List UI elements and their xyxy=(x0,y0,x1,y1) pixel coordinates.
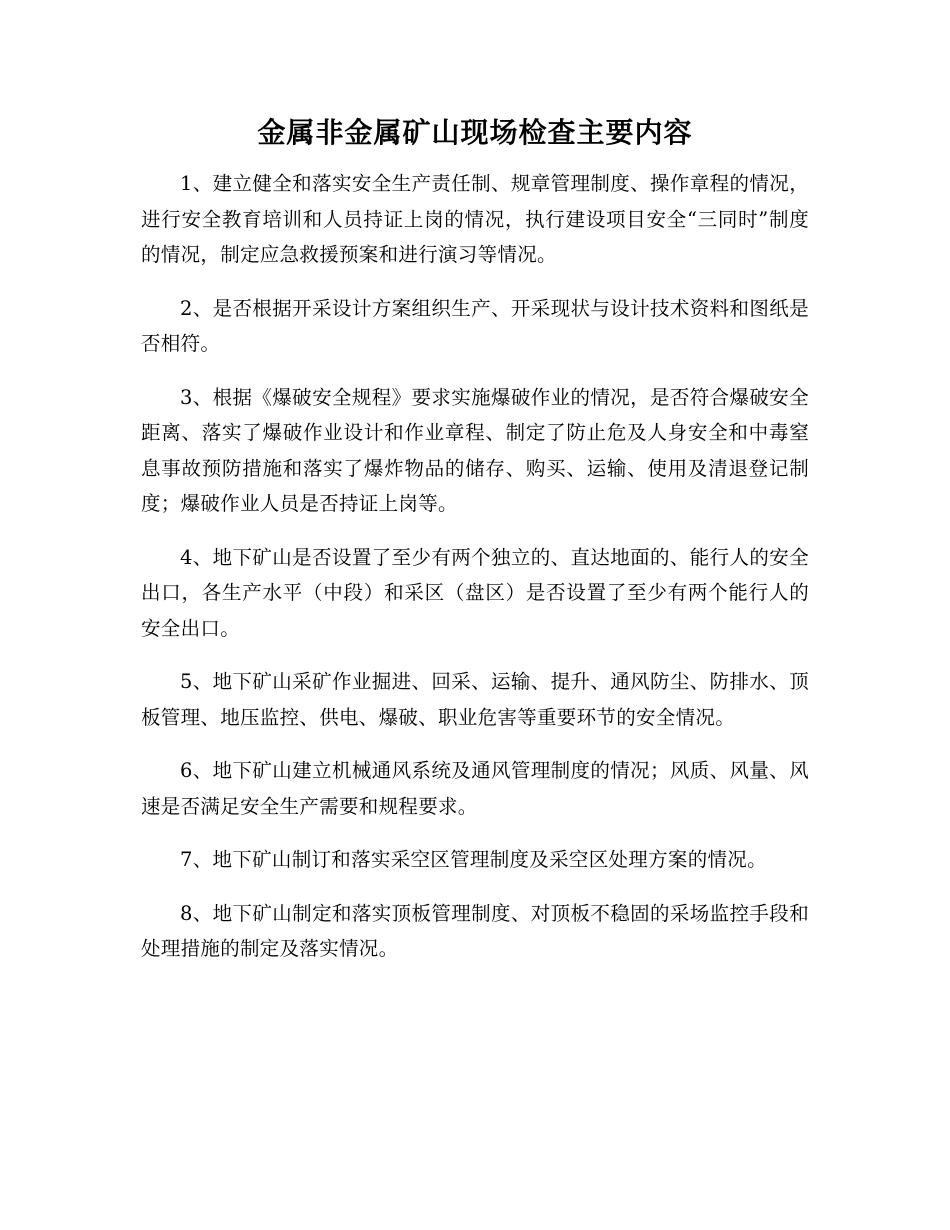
paragraph-7: 7、地下矿山制订和落实采空区管理制度及采空区处理方案的情况。 xyxy=(180,848,767,871)
paragraph-1: 1、建立健全和落实安全生产责任制、规章管理制度、操作章程的情况，进行安全教育培训和人员持证上岗的情况，执行建设项目安全“三同时”制度的情况，制定应急救援预案和进行演习等情况。 xyxy=(141,172,809,266)
paragraph-5: 5、地下矿山采矿作业掘进、回采、运输、提升、通风防尘、防排水、顶板管理、地压监控、供电、爆破、职业危害等重要环节的安全情况。 xyxy=(141,670,809,729)
paragraph-3: 3、根据《爆破安全规程》要求实施爆破作业的情况，是否符合爆破安全距离、落实了爆破作业设计和作业章程、制定了防止危及人身安全和中毒窒息事故预防措施和落实了爆炸物品的储存、购买、运输、使用及清退登记制度；爆破作业人员是否持证上岗等。 xyxy=(141,385,809,515)
document-title: 金属非金属矿山现场检查主要内容 xyxy=(257,116,693,149)
paragraph-4: 4、地下矿山是否设置了至少有两个独立的、直达地面的、能行人的安全出口，各生产水平（中段）和采区（盘区）是否设置了至少有两个能行人的安全出口。 xyxy=(141,545,809,640)
document-body xyxy=(141,166,809,985)
paragraph-8: 8、地下矿山制定和落实顶板管理制度、对顶板不稳固的采场监控手段和处理措施的制定及落实情况。 xyxy=(141,901,809,960)
paragraph-2: 2、是否根据开采设计方案组织生产、开采现状与设计技术资料和图纸是否相符。 xyxy=(141,296,809,355)
paragraph-6: 6、地下矿山建立机械通风系统及通风管理制度的情况；风质、风量、风速是否满足安全生产需要和规程要求。 xyxy=(141,759,809,818)
